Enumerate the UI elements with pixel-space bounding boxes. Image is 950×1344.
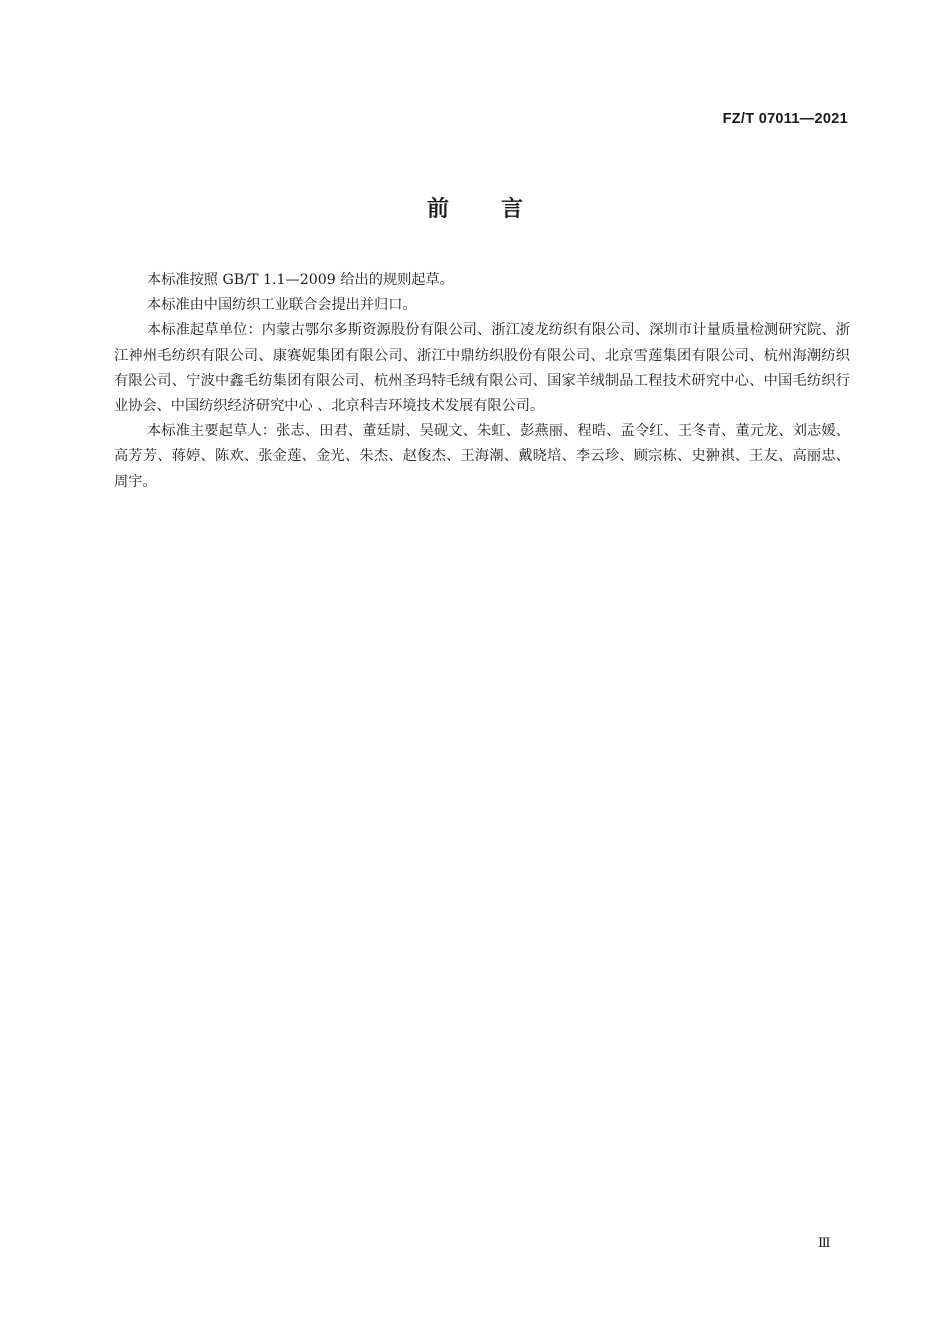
page-title: 前言 (426, 197, 575, 222)
paragraph-drafting-rules: 本标准按照 GB/T 1.1—2009 给出的规则起草。 (147, 272, 454, 288)
standard-number: FZ/T 07011—2021 (722, 111, 848, 127)
paragraph-proposer: 本标准由中国纺织工业联合会提出并归口。 (147, 297, 417, 314)
paragraph-main-drafters: 本标准主要起草人：张志、田君、董廷尉、吴砚文、朱虹、彭燕丽、程晧、孟令红、王冬青、董元龙、刘志媛、高芳芳、蒋婷、陈欢、张金莲、金光、朱杰、赵俊杰、王海潮、戴晓培、李云珍、顾宗栋、史翀祺、王友、高丽忠、周宇。 (114, 423, 850, 490)
foreword-body (114, 268, 850, 495)
paragraph-drafting-units: 本标准起草单位：内蒙古鄂尔多斯资源股份有限公司、浙江凌龙纺织有限公司、深圳市计量质量检测研究院、浙江神州毛纺织有限公司、康赛妮集团有限公司、浙江中鼎纺织股份有限公司、北京雪莲集团有限公司、杭州海潮纺织有限公司、宁波中鑫毛纺集团有限公司、杭州圣玛特毛绒有限公司、国家羊绒制品工程技术研究中心、中国毛纺织行业协会、中国纺织经济研究中心 、北京科吉环境技术发展有限公司。 (114, 322, 850, 415)
page-number: Ⅲ (818, 1235, 831, 1250)
